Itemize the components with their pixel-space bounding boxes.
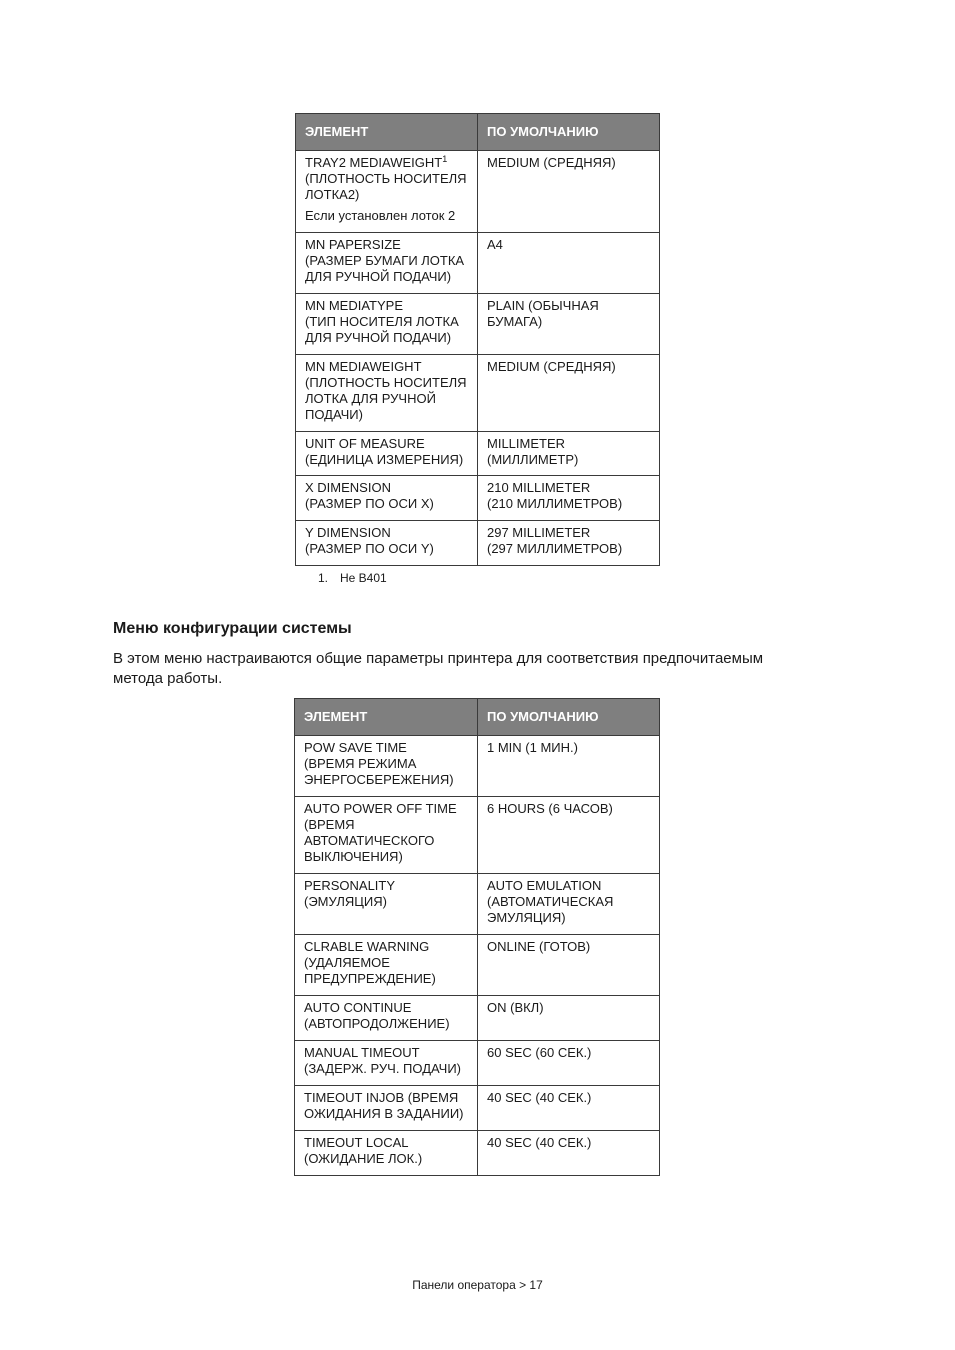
item-line: ДЛЯ РУЧНОЙ ПОДАЧИ) bbox=[305, 330, 452, 345]
item-line: AUTO CONTINUE bbox=[304, 1000, 412, 1015]
footnote-text: Не B401 bbox=[340, 571, 387, 585]
default-line: 6 HOURS (6 ЧАСОВ) bbox=[487, 801, 613, 816]
default-cell bbox=[478, 996, 660, 1041]
item-line: POW SAVE TIME bbox=[304, 740, 407, 755]
default-line: 1 MIN (1 МИН.) bbox=[487, 740, 578, 755]
item-line: AUTO POWER OFF TIME bbox=[304, 801, 457, 816]
item-line: ОЖИДАНИЯ В ЗАДАНИИ) bbox=[304, 1106, 464, 1121]
default-cell bbox=[478, 1041, 660, 1086]
table-row bbox=[296, 432, 660, 476]
default-cell bbox=[478, 476, 660, 521]
item-cell bbox=[295, 797, 478, 874]
item-line: (АВТОПРОДОЛЖЕНИЕ) bbox=[304, 1016, 450, 1031]
item-line: ПОДАЧИ) bbox=[305, 407, 363, 422]
footnote-ref: 1 bbox=[442, 154, 448, 164]
intro-line: метода работы. bbox=[113, 670, 223, 687]
default-line: ЭМУЛЯЦИЯ) bbox=[487, 910, 566, 925]
default-line: (297 МИЛЛИМЕТРОВ) bbox=[487, 541, 623, 556]
table-row bbox=[296, 151, 660, 233]
item-cell bbox=[296, 233, 478, 294]
default-cell bbox=[478, 355, 660, 432]
item-note: Если установлен лоток 2 bbox=[305, 208, 456, 223]
table-row bbox=[296, 233, 660, 294]
item-line: MN MEDIAWEIGHT bbox=[305, 359, 422, 374]
footnote-number: 1. bbox=[318, 571, 329, 585]
column-header-item: ЭЛЕМЕНТ bbox=[296, 114, 478, 151]
item-line: MANUAL TIMEOUT bbox=[304, 1045, 420, 1060]
item-line: ВЫКЛЮЧЕНИЯ) bbox=[304, 849, 403, 864]
default-line: 210 MILLIMETER bbox=[487, 480, 591, 495]
item-line: UNIT OF MEASURE bbox=[305, 436, 425, 451]
default-cell bbox=[478, 432, 660, 476]
item-line: ДЛЯ РУЧНОЙ ПОДАЧИ) bbox=[305, 269, 452, 284]
table-header-row bbox=[296, 114, 660, 151]
intro-line: В этом меню настраиваются общие параметры принтера для соответствия предпочитаемым bbox=[113, 650, 764, 667]
item-line: (ЕДИНИЦА ИЗМЕРЕНИЯ) bbox=[305, 452, 464, 467]
settings-table-1 bbox=[295, 113, 660, 566]
default-line: MEDIUM (СРЕДНЯЯ) bbox=[487, 359, 616, 374]
item-line: (ОЖИДАНИЕ ЛОК.) bbox=[304, 1151, 423, 1166]
default-line: MILLIMETER bbox=[487, 436, 566, 451]
default-line: AUTO EMULATION bbox=[487, 878, 602, 893]
item-line: TIMEOUT INJOB (ВРЕМЯ bbox=[304, 1090, 459, 1105]
item-line: (РАЗМЕР ПО ОСИ X) bbox=[305, 496, 434, 511]
default-line: 40 SEC (40 СЕК.) bbox=[487, 1135, 592, 1150]
default-cell bbox=[478, 797, 660, 874]
default-cell bbox=[478, 521, 660, 566]
table-row bbox=[296, 355, 660, 432]
item-line: (РАЗМЕР БУМАГИ ЛОТКА bbox=[305, 253, 465, 268]
item-cell bbox=[295, 935, 478, 996]
default-line: 40 SEC (40 СЕК.) bbox=[487, 1090, 592, 1105]
default-line: (МИЛЛИМЕТР) bbox=[487, 452, 579, 467]
item-line: (ПЛОТНОСТЬ НОСИТЕЛЯ bbox=[305, 375, 467, 390]
item-line: MN MEDIATYPE bbox=[305, 298, 403, 313]
item-cell bbox=[295, 996, 478, 1041]
table-row bbox=[295, 935, 660, 996]
table-row bbox=[295, 1086, 660, 1131]
item-cell bbox=[296, 521, 478, 566]
default-line: 297 MILLIMETER bbox=[487, 525, 591, 540]
item-line: ПРЕДУПРЕЖДЕНИЕ) bbox=[304, 971, 436, 986]
table-row bbox=[296, 294, 660, 355]
item-cell bbox=[295, 736, 478, 797]
table-row bbox=[295, 1041, 660, 1086]
item-line: CLRABLE WARNING bbox=[304, 939, 430, 954]
item-line: (ЭМУЛЯЦИЯ) bbox=[304, 894, 387, 909]
footnote bbox=[318, 571, 387, 585]
item-line: (ВРЕМЯ РЕЖИМА bbox=[304, 756, 417, 771]
default-line: MEDIUM (СРЕДНЯЯ) bbox=[487, 155, 616, 170]
default-cell bbox=[478, 233, 660, 294]
column-header-item: ЭЛЕМЕНТ bbox=[295, 699, 478, 736]
item-cell bbox=[296, 476, 478, 521]
item-cell bbox=[296, 151, 478, 233]
column-header-default: ПО УМОЛЧАНИЮ bbox=[478, 114, 660, 151]
item-line: (РАЗМЕР ПО ОСИ Y) bbox=[305, 541, 434, 556]
item-line: (ПЛОТНОСТЬ НОСИТЕЛЯ bbox=[305, 171, 467, 186]
table-row bbox=[296, 476, 660, 521]
item-line: PERSONALITY bbox=[304, 878, 396, 893]
page-footer: Панели оператора > 17 bbox=[412, 1278, 543, 1292]
table-header-row bbox=[295, 699, 660, 736]
table-row bbox=[295, 996, 660, 1041]
item-line: (ТИП НОСИТЕЛЯ ЛОТКА bbox=[305, 314, 459, 329]
item-line: ЛОТКА2) bbox=[305, 187, 360, 202]
default-cell bbox=[478, 1131, 660, 1176]
item-line: TIMEOUT LOCAL bbox=[304, 1135, 409, 1150]
default-cell bbox=[478, 935, 660, 996]
item-cell bbox=[295, 1086, 478, 1131]
item-line: (ВРЕМЯ bbox=[304, 817, 355, 832]
item-cell bbox=[295, 874, 478, 935]
section-title: Меню конфигурации системы bbox=[113, 620, 352, 637]
item-cell bbox=[295, 1041, 478, 1086]
default-line: A4 bbox=[487, 237, 503, 252]
table-row bbox=[295, 874, 660, 935]
default-line: (АВТОМАТИЧЕСКАЯ bbox=[487, 894, 614, 909]
table-row bbox=[295, 736, 660, 797]
item-line: MN PAPERSIZE bbox=[305, 237, 401, 252]
default-cell bbox=[478, 294, 660, 355]
section-intro bbox=[113, 649, 843, 689]
default-cell bbox=[478, 151, 660, 233]
default-line: ON (ВКЛ) bbox=[487, 1000, 544, 1015]
item-line: (УДАЛЯЕМОЕ bbox=[304, 955, 390, 970]
item-line: (ЗАДЕРЖ. РУЧ. ПОДАЧИ) bbox=[304, 1061, 462, 1076]
default-line: 60 SEC (60 СЕК.) bbox=[487, 1045, 592, 1060]
default-line: PLAIN (ОБЫЧНАЯ БУМАГА) bbox=[487, 298, 599, 329]
item-cell bbox=[295, 1131, 478, 1176]
default-line: ONLINE (ГОТОВ) bbox=[487, 939, 591, 954]
column-header-default: ПО УМОЛЧАНИЮ bbox=[478, 699, 660, 736]
item-cell bbox=[296, 294, 478, 355]
default-cell bbox=[478, 736, 660, 797]
item-cell bbox=[296, 355, 478, 432]
item-line: ЛОТКА ДЛЯ РУЧНОЙ bbox=[305, 391, 436, 406]
table-row bbox=[296, 521, 660, 566]
table-row bbox=[295, 1131, 660, 1176]
item-line: Y DIMENSION bbox=[305, 525, 391, 540]
item-line: ЭНЕРГОСБЕРЕЖЕНИЯ) bbox=[304, 772, 454, 787]
default-cell bbox=[478, 1086, 660, 1131]
default-line: (210 МИЛЛИМЕТРОВ) bbox=[487, 496, 623, 511]
item-cell bbox=[296, 432, 478, 476]
settings-table-2 bbox=[294, 698, 660, 1176]
default-cell bbox=[478, 874, 660, 935]
item-line: АВТОМАТИЧЕСКОГО bbox=[304, 833, 435, 848]
item-line: X DIMENSION bbox=[305, 480, 391, 495]
table-row bbox=[295, 797, 660, 874]
item-line: TRAY2 MEDIAWEIGHT bbox=[305, 155, 443, 170]
